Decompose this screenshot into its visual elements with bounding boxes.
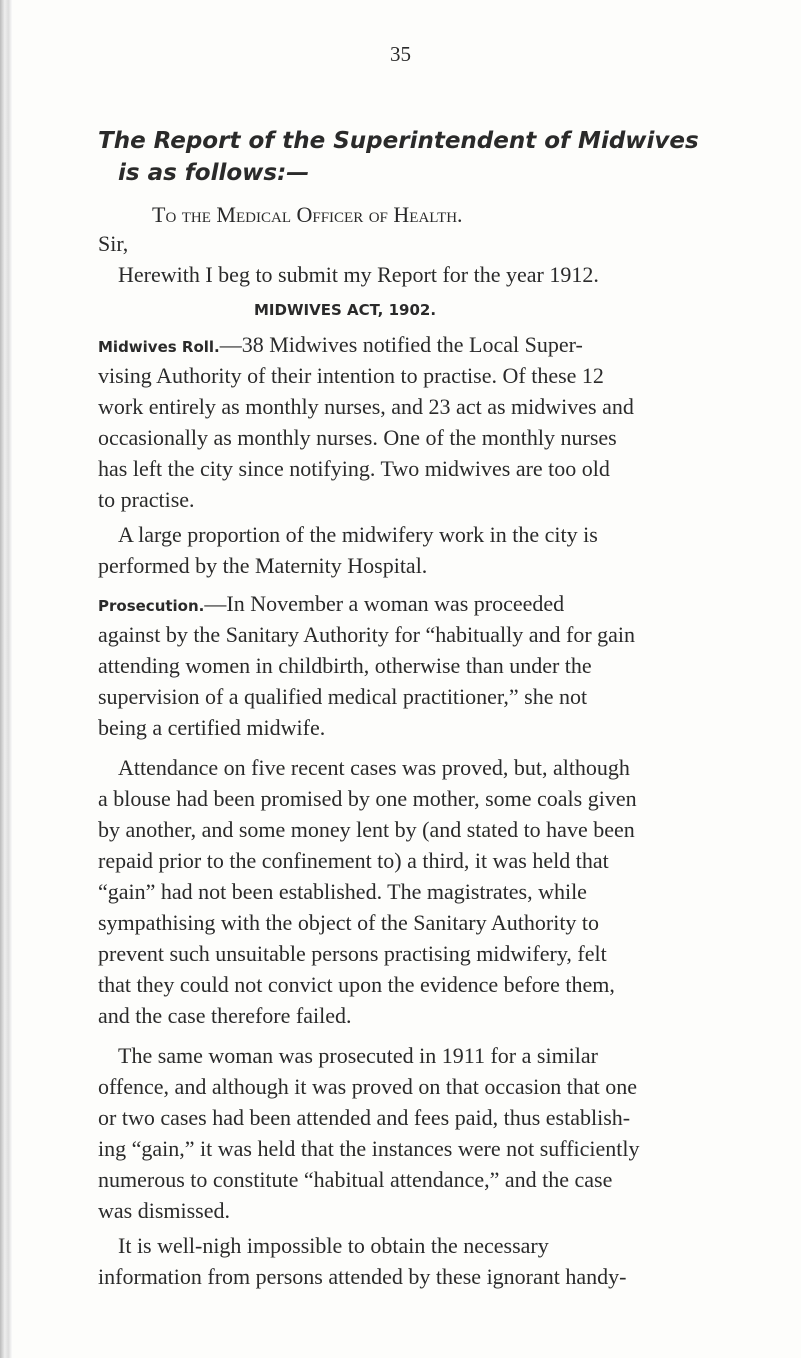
heading-line: The Report of the Superintendent of Midwives: [98, 128, 699, 154]
text-line: ing “gain,” it was held that the instances were not sufficiently: [98, 1136, 640, 1161]
text-line: and the case therefore failed.: [98, 1003, 352, 1028]
text-line: The same woman was prosecuted in 1911 for a similar: [118, 1043, 598, 1068]
text-line: [98, 588, 564, 622]
section-title: MIDWIVES ACT, 1902.: [254, 301, 437, 319]
salutation: To the Medical Officer of Health.: [152, 202, 463, 227]
text-line: Attendance on five recent cases was proved, but, although: [118, 755, 630, 780]
text-line: attending women in childbirth, otherwise than under the: [98, 653, 592, 678]
text-line: [98, 329, 583, 363]
text-line: occasionally as monthly nurses. One of the monthly nurses: [98, 425, 617, 450]
text-line: information from persons attended by these ignorant handy-: [98, 1264, 627, 1289]
text-line: “gain” had not been established. The magistrates, while: [98, 879, 587, 904]
binding-edge: [0, 0, 12, 1358]
text-line: sympathising with the object of the Sanitary Authority to: [98, 910, 600, 935]
text-line: that they could not convict upon the evidence before them,: [98, 972, 615, 997]
text-line: repaid prior to the confinement to) a third, it was held that: [98, 848, 609, 873]
heading-line: is as follows:—: [118, 160, 310, 186]
text-line: against by the Sanitary Authority for “habitually and for gain: [98, 622, 636, 647]
para-heading: Prosecution.: [98, 597, 205, 615]
text-line: performed by the Maternity Hospital.: [98, 553, 428, 578]
intro: Herewith I beg to submit my Report for the year 1912.: [118, 262, 599, 287]
text-line: by another, and some money lent by (and stated to have been: [98, 817, 635, 842]
text-span: —38 Midwives notified the Local Super-: [219, 332, 583, 357]
text-span: —In November a woman was proceeded: [204, 591, 565, 616]
sir: Sir,: [98, 231, 129, 256]
text-line: to practise.: [98, 487, 195, 512]
text-line: It is well-nigh impossible to obtain the necessary: [118, 1233, 549, 1258]
text-line: being a certified midwife.: [98, 715, 326, 740]
text-line: work entirely as monthly nurses, and 23 act as midwives and: [98, 394, 634, 419]
text-line: numerous to constitute “habitual attendance,” and the case: [98, 1167, 613, 1192]
text-line: prevent such unsuitable persons practising midwifery, felt: [98, 941, 607, 966]
text-line: was dismissed.: [98, 1198, 230, 1223]
text-line: offence, and although it was proved on that occasion that one: [98, 1074, 638, 1099]
text-line: has left the city since notifying. Two midwives are too old: [98, 456, 610, 481]
para-heading: Midwives Roll.: [98, 338, 220, 356]
text-line: supervision of a qualified medical practitioner,” she not: [98, 684, 588, 709]
text-line: or two cases had been attended and fees paid, thus establish-: [98, 1105, 631, 1130]
page-number: 35: [390, 42, 411, 66]
text-line: a blouse had been promised by one mother, some coals given: [98, 786, 637, 811]
text-line: vising Authority of their intention to practise. Of these 12: [98, 363, 604, 388]
text-line: A large proportion of the midwifery work in the city is: [118, 522, 598, 547]
